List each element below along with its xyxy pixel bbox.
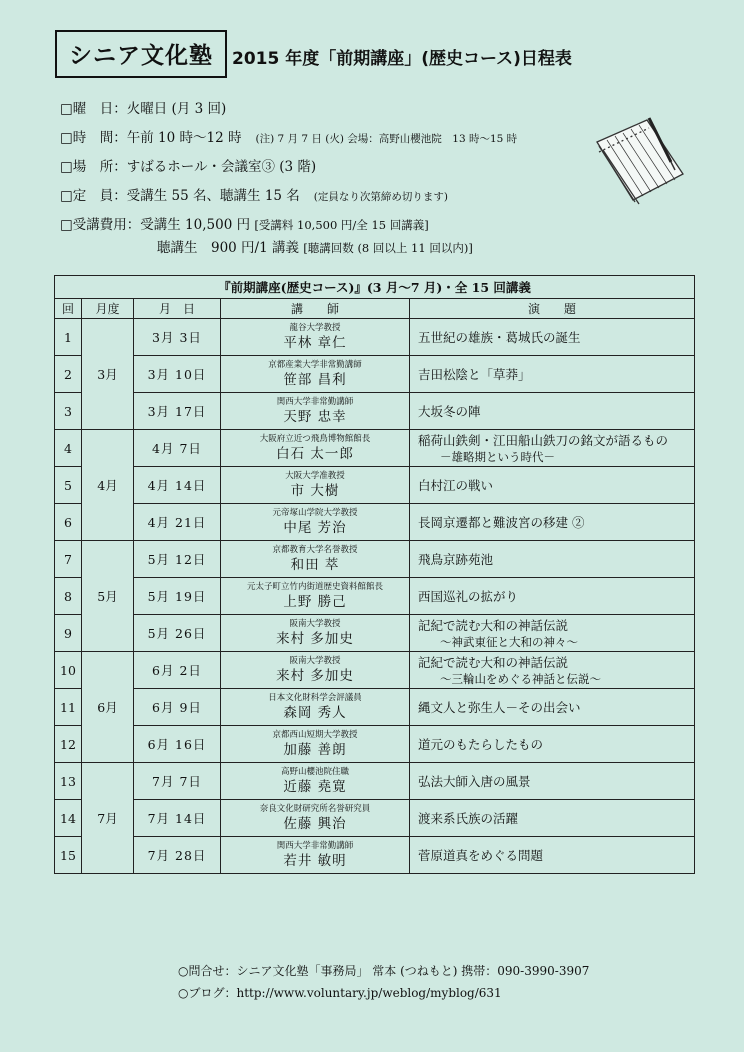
lecturer-affiliation: 元太子町立竹内街道歴史資料館館長: [246, 581, 383, 592]
info-detail: [受講料 10,500 円/全 15 回講義]: [254, 218, 429, 232]
header-topic: 演 題: [410, 299, 695, 319]
lecturer-name: 笹部 昌利: [283, 371, 347, 388]
lecturer-name: 白石 太一郎: [276, 445, 354, 462]
row-date: 4月 7日: [134, 430, 221, 467]
row-month: 6月: [82, 652, 134, 763]
lecturer-affiliation: 阪南大学教授: [289, 655, 341, 666]
row-topic: [410, 504, 695, 541]
table-row: [55, 578, 695, 615]
topic-title: 白村江の戦い: [418, 477, 494, 493]
lecturer-affiliation: 大阪大学准教授: [285, 470, 345, 481]
info-note: (定員なり次第締め切ります): [313, 191, 448, 203]
table-caption-row: [55, 276, 695, 299]
row-topic: [410, 652, 695, 689]
page-title: 2015 年度「前期講座」(歴史コース)日程表: [232, 49, 572, 69]
info-note: (注) 7 月 7 日 (火) 会場：高野山櫻池院 13 時～15 時: [255, 133, 518, 145]
header-date: 月 日: [134, 299, 221, 319]
logo: シニア文化塾: [55, 30, 227, 78]
info-fee2: [157, 236, 473, 256]
row-number: 10: [55, 652, 82, 689]
lecturer-name: 市 大樹: [290, 482, 340, 499]
row-number: 3: [55, 393, 82, 430]
table-row: [55, 393, 695, 430]
row-lecturer: [221, 467, 410, 504]
lecturer-name: 来村 多加史: [276, 667, 354, 684]
lecturer-affiliation: 関西大学非常勤講師: [276, 840, 354, 851]
lecturer-affiliation: 京都教育大学名誉教授: [272, 544, 358, 555]
row-lecturer: [221, 578, 410, 615]
row-number: 4: [55, 430, 82, 467]
row-number: 9: [55, 615, 82, 652]
topic-title: 西国巡礼の拡がり: [418, 588, 519, 604]
table-row: [55, 430, 695, 467]
lecturer-affiliation: 元帝塚山学院大学教授: [272, 507, 358, 518]
row-lecturer: [221, 763, 410, 800]
row-lecturer: [221, 800, 410, 837]
topic-title: 縄文人と弥生人－その出会い: [418, 699, 581, 715]
table-row: [55, 615, 695, 652]
row-topic: [410, 837, 695, 874]
row-lecturer: [221, 615, 410, 652]
info-label: □受講費用：: [60, 217, 141, 233]
row-number: 6: [55, 504, 82, 541]
footer-contact: ○問合せ：シニア文化塾「事務局」 常本 (つねもと) 携帯：090-3990-3907: [178, 964, 590, 978]
row-date: 3月 10日: [134, 356, 221, 393]
table-caption: 『前期講座(歴史コース)』(3 月～7 月)・全 15 回講義: [55, 276, 695, 299]
info-value: 受講生 55 名、聴講生 15 名: [126, 188, 300, 204]
row-date: 3月 17日: [134, 393, 221, 430]
table-header-row: [55, 299, 695, 319]
row-topic: [410, 467, 695, 504]
lecturer-affiliation: 京都産業大学非常勤講師: [268, 359, 362, 370]
table-row: [55, 800, 695, 837]
row-date: 3月 3日: [134, 319, 221, 356]
table-row: [55, 356, 695, 393]
lecturer-affiliation: 京都西山短期大学教授: [272, 729, 358, 740]
info-label: □曜 日：: [60, 101, 127, 117]
row-number: 5: [55, 467, 82, 504]
topic-title: 稲荷山鉄剣・江田船山鉄刀の銘文が語るもの: [418, 432, 669, 448]
row-date: 6月 16日: [134, 726, 221, 763]
row-topic: [410, 726, 695, 763]
table-row: [55, 837, 695, 874]
table-row: [55, 763, 695, 800]
row-date: 7月 28日: [134, 837, 221, 874]
lecturer-name: 和田 萃: [290, 556, 340, 573]
topic-title: 五世紀の雄族・葛城氏の誕生: [418, 329, 581, 345]
table-row: [55, 504, 695, 541]
lecturer-name: 若井 敏明: [283, 852, 347, 869]
row-lecturer: [221, 504, 410, 541]
header-lecturer: 講 師: [221, 299, 410, 319]
row-lecturer: [221, 356, 410, 393]
lecturer-name: 来村 多加史: [276, 630, 354, 647]
row-lecturer: [221, 430, 410, 467]
topic-title: 弘法大師入唐の風景: [418, 773, 531, 789]
info-value: 火曜日 (月 3 回): [126, 101, 227, 117]
lecturer-name: 近藤 堯寛: [283, 778, 347, 795]
topic-subtitle: ～神武東征と大和の神々～: [440, 634, 578, 649]
info-value: 午前 10 時～12 時: [126, 130, 242, 146]
row-number: 1: [55, 319, 82, 356]
row-number: 12: [55, 726, 82, 763]
row-number: 14: [55, 800, 82, 837]
row-topic: [410, 578, 695, 615]
header-no: 回: [55, 299, 82, 319]
info-label: □時 間：: [60, 130, 127, 146]
row-topic: [410, 763, 695, 800]
lecturer-affiliation: 日本文化財科学会評議員: [268, 692, 362, 703]
row-date: 5月 12日: [134, 541, 221, 578]
header-month: 月度: [82, 299, 134, 319]
lecturer-affiliation: 龍谷大学教授: [289, 322, 341, 333]
row-lecturer: [221, 319, 410, 356]
info-capacity: [60, 184, 448, 204]
row-month: 7月: [82, 763, 134, 874]
lecturer-name: 加藤 善朗: [283, 741, 347, 758]
table-row: [55, 726, 695, 763]
lecturer-affiliation: 高野山櫻池院住職: [280, 766, 349, 777]
row-number: 2: [55, 356, 82, 393]
topic-subtitle: －雄略期という時代－: [440, 449, 555, 464]
topic-title: 長岡京遷都と難波宮の移建 ②: [418, 514, 585, 530]
row-month: 5月: [82, 541, 134, 652]
info-value: すばるホール・会議室③ (3 階): [126, 159, 317, 175]
info-label: □定 員：: [60, 188, 127, 204]
lecturer-affiliation: 阪南大学教授: [289, 618, 341, 629]
row-date: 5月 19日: [134, 578, 221, 615]
row-lecturer: [221, 541, 410, 578]
row-date: 6月 9日: [134, 689, 221, 726]
row-topic: [410, 541, 695, 578]
topic-title: 菅原道真をめぐる問題: [418, 847, 544, 863]
lecturer-affiliation: 大阪府立近つ飛鳥博物館館長: [259, 433, 371, 444]
row-number: 15: [55, 837, 82, 874]
row-topic: [410, 615, 695, 652]
row-date: 4月 21日: [134, 504, 221, 541]
row-number: 11: [55, 689, 82, 726]
schedule-table: [54, 275, 695, 874]
row-topic: [410, 356, 695, 393]
topic-title: 記紀で読む大和の神話伝説: [418, 617, 569, 633]
row-month: 3月: [82, 319, 134, 430]
row-number: 8: [55, 578, 82, 615]
topic-title: 渡来系氏族の活躍: [418, 810, 519, 826]
info-detail: [聴講回数 (8 回以上 11 回以内)]: [303, 241, 473, 255]
table-row: [55, 319, 695, 356]
table-row: [55, 541, 695, 578]
row-lecturer: [221, 689, 410, 726]
info-value: 受講生 10,500 円: [140, 217, 251, 233]
row-lecturer: [221, 726, 410, 763]
topic-title: 記紀で読む大和の神話伝説: [418, 654, 569, 670]
lecturer-name: 佐藤 興治: [283, 815, 347, 832]
row-lecturer: [221, 837, 410, 874]
info-time: [60, 126, 517, 146]
table-row: [55, 652, 695, 689]
topic-title: 道元のもたらしたもの: [418, 736, 544, 752]
row-topic: [410, 430, 695, 467]
table-row: [55, 467, 695, 504]
row-number: 7: [55, 541, 82, 578]
lecturer-affiliation: 奈良文化財研究所名誉研究員: [259, 803, 371, 814]
topic-title: 飛鳥京跡苑池: [418, 551, 494, 567]
topic-subtitle: ～三輪山をめぐる神話と伝説～: [440, 671, 601, 686]
row-topic: [410, 800, 695, 837]
info-day: [60, 97, 226, 117]
info-label: □場 所：: [60, 159, 127, 175]
lecturer-affiliation: 関西大学非常勤講師: [276, 396, 354, 407]
lecturer-name: 平林 章仁: [283, 334, 347, 351]
lecturer-name: 森岡 秀人: [283, 704, 347, 721]
row-month: 4月: [82, 430, 134, 541]
row-date: 6月 2日: [134, 652, 221, 689]
topic-title: 大坂冬の陣: [418, 403, 481, 419]
lecturer-name: 上野 勝己: [283, 593, 347, 610]
row-date: 5月 26日: [134, 615, 221, 652]
info-value: 聴講生 900 円/1 講義: [157, 240, 299, 256]
row-topic: [410, 319, 695, 356]
table-row: [55, 689, 695, 726]
row-lecturer: [221, 652, 410, 689]
row-topic: [410, 689, 695, 726]
row-date: 7月 14日: [134, 800, 221, 837]
topic-title: 吉田松陰と「草莽」: [418, 366, 531, 382]
notebook-pen-icon: [585, 112, 690, 212]
lecturer-name: 天野 忠幸: [283, 408, 347, 425]
row-lecturer: [221, 393, 410, 430]
row-date: 4月 14日: [134, 467, 221, 504]
info-place: [60, 155, 316, 175]
row-date: 7月 7日: [134, 763, 221, 800]
info-fee: [60, 213, 429, 233]
lecturer-name: 中尾 芳治: [283, 519, 347, 536]
footer-blog: ○ブログ：http://www.voluntary.jp/weblog/myblog/631: [178, 986, 502, 1000]
row-number: 13: [55, 763, 82, 800]
row-topic: [410, 393, 695, 430]
